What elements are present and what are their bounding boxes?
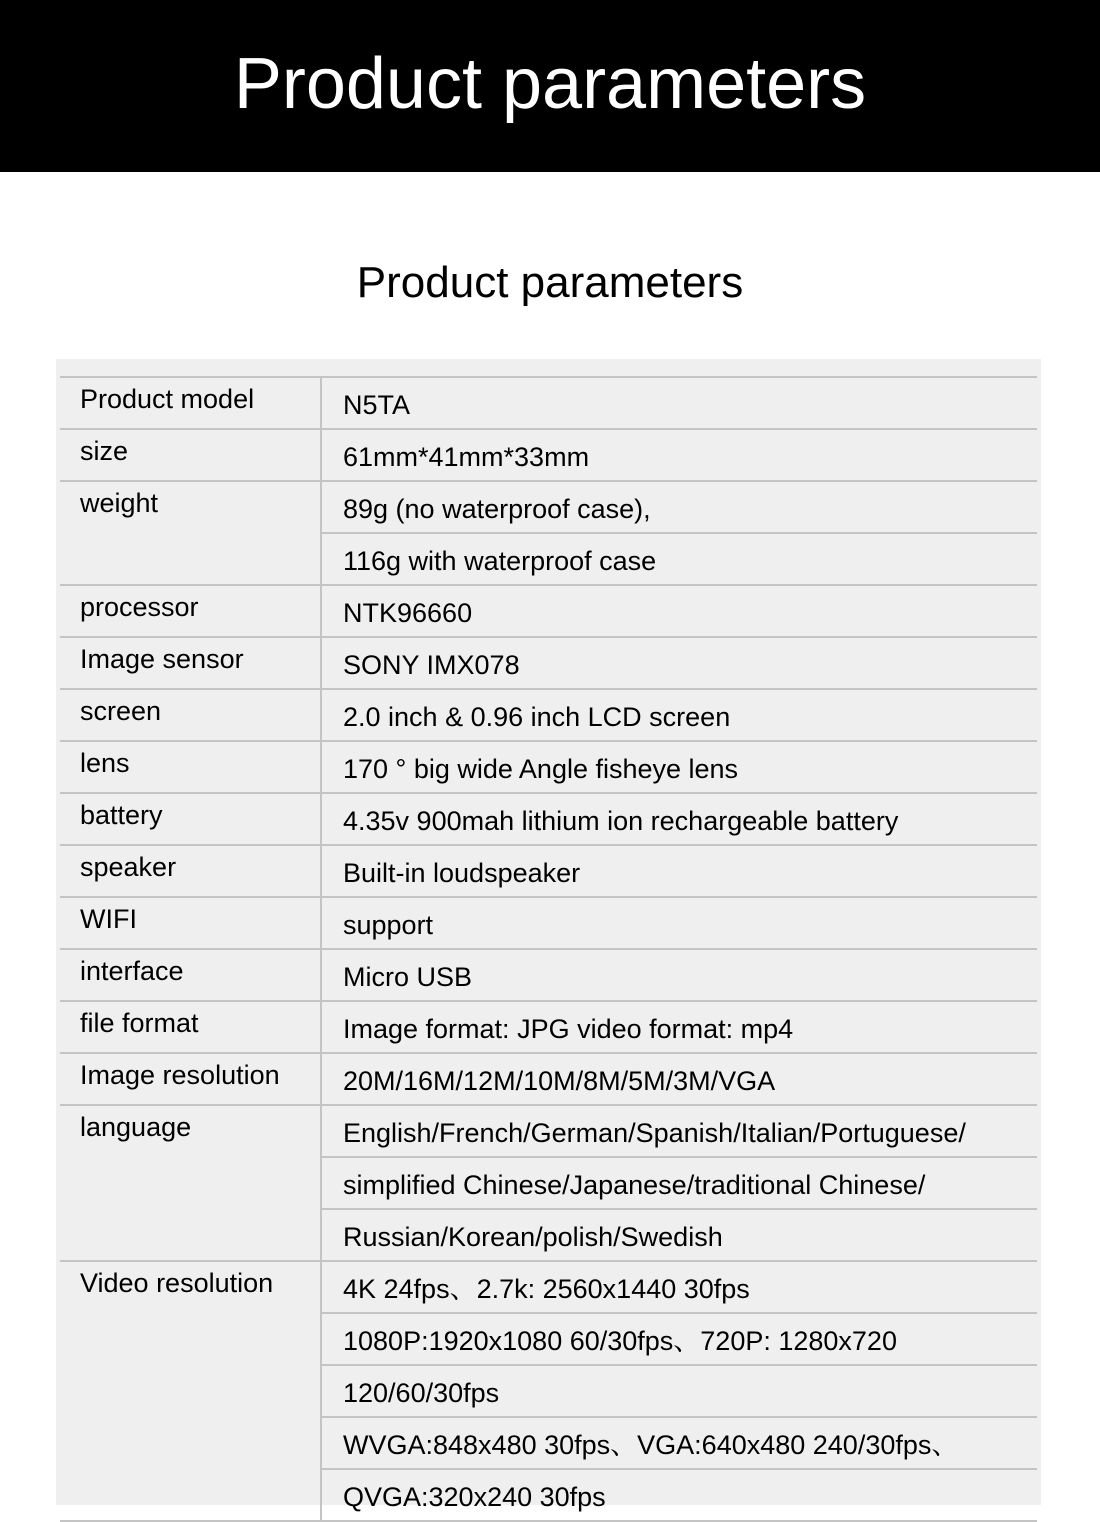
spec-panel bbox=[56, 359, 1041, 1512]
spec-value-cell bbox=[321, 1417, 1037, 1469]
spec-value: SONY IMX078 bbox=[343, 650, 520, 680]
table-row bbox=[60, 897, 1037, 949]
spec-name: interface bbox=[80, 956, 184, 986]
spec-value-cell bbox=[321, 1313, 1037, 1365]
table-row bbox=[60, 429, 1037, 481]
spec-value: 116g with waterproof case bbox=[343, 546, 657, 576]
spec-value-cell bbox=[321, 845, 1037, 897]
spec-name-cell bbox=[60, 1001, 321, 1053]
spec-name: lens bbox=[80, 748, 130, 778]
spec-value-cell bbox=[321, 1105, 1037, 1157]
spec-value: 20M/16M/12M/10M/8M/5M/3M/VGA bbox=[343, 1066, 776, 1096]
spec-name: Image sensor bbox=[80, 644, 244, 674]
spec-name-cell bbox=[60, 377, 321, 429]
spec-name: screen bbox=[80, 696, 162, 726]
banner-title: Product parameters bbox=[233, 44, 867, 124]
table-row bbox=[60, 377, 1037, 429]
table-row bbox=[60, 637, 1037, 689]
spec-value: support bbox=[343, 910, 434, 940]
spec-value-cell bbox=[321, 429, 1037, 481]
spec-name: Image resolution bbox=[80, 1060, 280, 1090]
spec-value-cell bbox=[321, 377, 1037, 429]
spec-value-cell bbox=[321, 533, 1037, 585]
spec-name-cell bbox=[60, 585, 321, 637]
spec-name: Product model bbox=[80, 384, 255, 414]
spec-value-cell bbox=[321, 1365, 1037, 1417]
spec-value-cell bbox=[321, 637, 1037, 689]
spec-name: language bbox=[80, 1112, 192, 1142]
spec-value-cell bbox=[321, 1001, 1037, 1053]
spec-name-cell bbox=[60, 793, 321, 845]
spec-value: QVGA:320x240 30fps bbox=[343, 1482, 606, 1512]
spec-value-cell bbox=[321, 949, 1037, 1001]
table-row bbox=[60, 689, 1037, 741]
spec-name: weight bbox=[80, 488, 159, 518]
spec-value: simplified Chinese/Japanese/traditional Chinese/ bbox=[343, 1170, 926, 1200]
table-row bbox=[60, 481, 1037, 533]
table-row bbox=[60, 793, 1037, 845]
spec-value-cell bbox=[321, 585, 1037, 637]
spec-value: 89g (no waterproof case), bbox=[343, 494, 651, 524]
spec-name-cell bbox=[60, 689, 321, 741]
table-row bbox=[60, 585, 1037, 637]
spec-name-cell bbox=[60, 1105, 321, 1261]
spec-name: file format bbox=[80, 1008, 199, 1038]
spec-value: English/French/German/Spanish/Italian/Portuguese/ bbox=[343, 1118, 966, 1148]
table-row bbox=[60, 949, 1037, 1001]
spec-value-cell bbox=[321, 481, 1037, 533]
spec-name-cell bbox=[60, 637, 321, 689]
spec-name-cell bbox=[60, 741, 321, 793]
spec-name-cell bbox=[60, 1053, 321, 1105]
spec-value: 120/60/30fps bbox=[343, 1378, 500, 1408]
spec-value-cell bbox=[321, 1053, 1037, 1105]
spec-value: 4K 24fps、2.7k: 2560x1440 30fps bbox=[343, 1274, 750, 1304]
spec-name: size bbox=[80, 436, 129, 466]
spec-value: Russian/Korean/polish/Swedish bbox=[343, 1222, 723, 1252]
spec-name: battery bbox=[80, 800, 163, 830]
table-row bbox=[60, 1261, 1037, 1313]
spec-value-cell bbox=[321, 897, 1037, 949]
spec-value: 4.35v 900mah lithium ion rechargeable battery bbox=[343, 806, 899, 836]
spec-value: Micro USB bbox=[343, 962, 473, 992]
table-row bbox=[60, 741, 1037, 793]
spec-value: Built-in loudspeaker bbox=[343, 858, 581, 888]
spec-value-cell bbox=[321, 741, 1037, 793]
spec-value: 170 ° big wide Angle fisheye lens bbox=[343, 754, 739, 784]
spec-table bbox=[60, 376, 1037, 1522]
section-title: Product parameters bbox=[356, 258, 744, 307]
spec-name: Video resolution bbox=[80, 1268, 274, 1298]
spec-name: speaker bbox=[80, 852, 177, 882]
spec-name-cell bbox=[60, 897, 321, 949]
spec-value: N5TA bbox=[343, 390, 411, 420]
spec-value: 61mm*41mm*33mm bbox=[343, 442, 590, 472]
spec-name-cell bbox=[60, 481, 321, 585]
spec-name-cell bbox=[60, 845, 321, 897]
table-row bbox=[60, 1053, 1037, 1105]
spec-value-cell bbox=[321, 793, 1037, 845]
spec-value: WVGA:848x480 30fps、VGA:640x480 240/30fps、 bbox=[343, 1430, 959, 1460]
header-banner bbox=[0, 0, 1100, 172]
table-row bbox=[60, 1001, 1037, 1053]
spec-name: WIFI bbox=[80, 904, 137, 934]
spec-name: processor bbox=[80, 592, 199, 622]
spec-name-cell bbox=[60, 949, 321, 1001]
spec-value-cell bbox=[321, 689, 1037, 741]
spec-value: NTK96660 bbox=[343, 598, 473, 628]
spec-name-cell bbox=[60, 429, 321, 481]
spec-value: 1080P:1920x1080 60/30fps、720P: 1280x720 bbox=[343, 1326, 897, 1356]
spec-value: 2.0 inch & 0.96 inch LCD screen bbox=[343, 702, 731, 732]
table-row bbox=[60, 1105, 1037, 1157]
spec-value-cell bbox=[321, 1157, 1037, 1209]
spec-value-cell bbox=[321, 1261, 1037, 1313]
spec-name-cell bbox=[60, 1261, 321, 1521]
spec-value-cell bbox=[321, 1469, 1037, 1521]
spec-value-cell bbox=[321, 1209, 1037, 1261]
table-row bbox=[60, 845, 1037, 897]
spec-value: Image format: JPG video format: mp4 bbox=[343, 1014, 794, 1044]
